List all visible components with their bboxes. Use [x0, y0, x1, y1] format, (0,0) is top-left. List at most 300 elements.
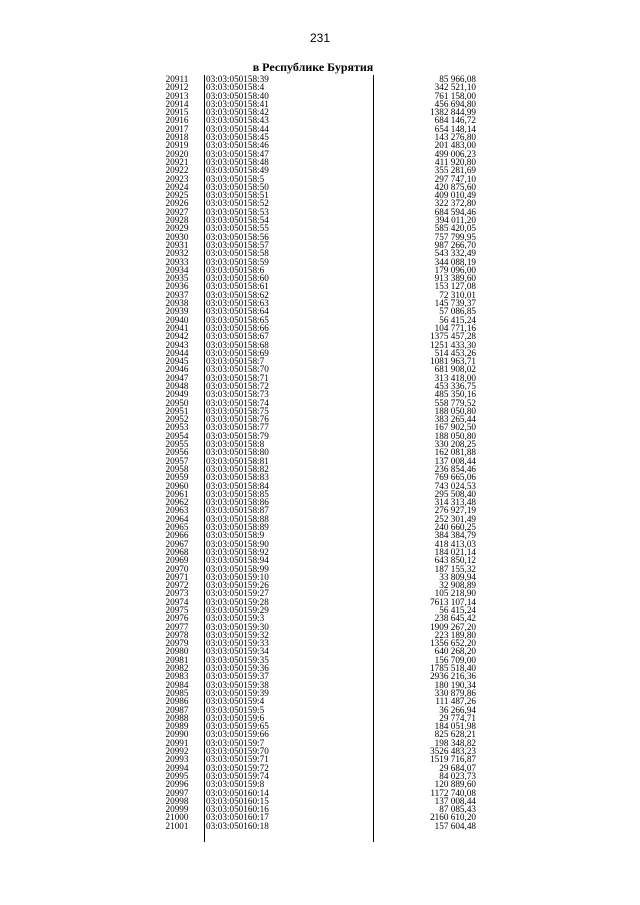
cadastral-value: 640 268,20	[434, 647, 476, 656]
cadastral-value: 330 208,25	[434, 440, 476, 449]
cadastral-value: 420 875,60	[434, 182, 476, 192]
table-row	[150, 133, 476, 141]
row-number: 20988	[165, 713, 189, 723]
cadastral-value: 757 799,95	[434, 232, 476, 241]
row-number: 20996	[165, 780, 189, 789]
cadastral-number: 03:03:050158:76	[206, 415, 269, 424]
cadastral-value: 179 096,00	[434, 265, 476, 275]
cadastral-number: 03:03:050158:41	[206, 99, 269, 109]
table-row	[150, 233, 476, 241]
cadastral-number: 03:03:050158:90	[206, 539, 269, 548]
cadastral-value: 585 420,05	[434, 224, 476, 233]
table-row	[150, 374, 476, 382]
cadastral-number: 03:03:050158:5	[206, 174, 265, 183]
cadastral-number: 03:03:050158:54	[206, 216, 269, 225]
cadastral-value: 987 266,70	[434, 240, 476, 250]
cadastral-value: 104 771,16	[434, 323, 476, 333]
cadastral-number: 03:03:050160:18	[206, 821, 269, 831]
cadastral-value: 394 011,20	[434, 216, 476, 225]
row-number: 20991	[165, 738, 189, 748]
row-number: 20915	[165, 108, 189, 117]
row-number: 20944	[165, 348, 189, 358]
cadastral-number: 03:03:050160:14	[206, 788, 269, 797]
cadastral-value: 1519 716,87	[430, 755, 476, 764]
cadastral-value: 1356 652,20	[430, 639, 476, 648]
row-number: 20981	[165, 655, 189, 665]
table-row	[150, 316, 476, 324]
row-number: 20968	[165, 547, 189, 557]
cadastral-number: 03:03:050160:17	[206, 813, 269, 822]
column-divider-right	[373, 75, 374, 842]
row-number: 20945	[165, 357, 189, 366]
table-row	[150, 291, 476, 299]
cadastral-value: 84 023,73	[439, 771, 476, 781]
cadastral-value: 120 889,60	[434, 780, 476, 789]
cadastral-value: 514 453,26	[434, 348, 476, 358]
cadastral-value: 1375 457,28	[430, 332, 476, 341]
cadastral-number: 03:03:050160:15	[206, 796, 269, 806]
table-row	[150, 647, 476, 655]
table-row	[150, 598, 476, 606]
cadastral-number: 03:03:050158:73	[206, 390, 269, 399]
table-row	[150, 681, 476, 689]
cadastral-value: 56 415,24	[439, 606, 476, 615]
row-number: 20964	[165, 514, 189, 524]
cadastral-value: 72 310,01	[439, 290, 476, 300]
cadastral-value: 252 301,49	[434, 514, 476, 524]
table-row	[150, 672, 476, 680]
cadastral-number: 03:03:050158:72	[206, 381, 269, 391]
row-number: 20942	[165, 332, 189, 341]
cadastral-number: 03:03:050158:74	[206, 398, 269, 407]
row-number: 20911	[165, 75, 189, 84]
cadastral-number: 03:03:050160:16	[206, 805, 269, 814]
cadastral-number: 03:03:050159:34	[206, 647, 269, 656]
row-number: 20937	[165, 290, 189, 300]
table-row	[150, 208, 476, 216]
table-row	[150, 299, 476, 307]
table-row	[150, 523, 476, 531]
cadastral-value: 384 384,79	[434, 531, 476, 540]
cadastral-value: 2936 216,36	[430, 672, 476, 681]
cadastral-number: 03:03:050158:51	[206, 191, 269, 200]
row-number: 20914	[165, 99, 189, 109]
row-number: 20979	[165, 639, 189, 648]
cadastral-number: 03:03:050158:4	[206, 83, 265, 92]
row-number: 20922	[165, 166, 189, 175]
row-number: 20984	[165, 680, 189, 689]
cadastral-value: 411 920,80	[434, 157, 476, 167]
cadastral-value: 7613 107,14	[430, 597, 476, 606]
table-row	[150, 706, 476, 714]
row-number: 20959	[165, 473, 189, 482]
table-row	[150, 116, 476, 124]
row-number: 20975	[165, 606, 189, 615]
row-number: 20969	[165, 556, 189, 565]
table-row	[150, 440, 476, 448]
cadastral-number: 03:03:050159:66	[206, 730, 269, 739]
row-number: 20941	[165, 323, 189, 333]
table-row	[150, 191, 476, 199]
cadastral-value: 87 085,43	[439, 805, 476, 814]
cadastral-value: 1909 267,20	[430, 622, 476, 631]
cadastral-value: 355 281,69	[434, 166, 476, 175]
row-number: 20989	[165, 722, 189, 731]
row-number: 20929	[165, 224, 189, 233]
table-row	[150, 780, 476, 788]
row-number: 20926	[165, 199, 189, 208]
cadastral-value: 111 487,26	[435, 697, 476, 706]
table-row	[150, 432, 476, 440]
row-number: 20931	[165, 240, 189, 250]
table-row	[150, 755, 476, 763]
cadastral-number: 03:03:050159:35	[206, 655, 269, 665]
cadastral-number: 03:03:050158:6	[206, 265, 265, 275]
cadastral-number: 03:03:050158:70	[206, 365, 269, 374]
row-number: 20997	[165, 788, 189, 797]
cadastral-value: 322 372,80	[434, 199, 476, 208]
cadastral-number: 03:03:050158:9	[206, 531, 265, 540]
table-row	[150, 199, 476, 207]
cadastral-value: 184 021,14	[434, 547, 476, 557]
cadastral-number: 03:03:050159:26	[206, 581, 269, 590]
cadastral-number: 03:03:050158:52	[206, 199, 269, 208]
row-number: 20977	[165, 622, 189, 631]
table-row	[150, 150, 476, 158]
row-number: 20918	[165, 133, 189, 142]
table-row	[150, 183, 476, 191]
cadastral-number: 03:03:050158:77	[206, 423, 269, 432]
cadastral-number: 03:03:050159:38	[206, 680, 269, 689]
table-row	[150, 83, 476, 91]
cadastral-value: 643 850,12	[434, 556, 476, 565]
cadastral-value: 313 418,00	[434, 373, 476, 382]
cadastral-number: 03:03:050158:7	[206, 357, 265, 366]
cadastral-value: 157 604,48	[434, 821, 476, 831]
table-row	[150, 465, 476, 473]
table-row	[150, 175, 476, 183]
row-number: 20930	[165, 232, 189, 241]
row-number: 20993	[165, 755, 189, 764]
cadastral-value: 1251 433,30	[430, 340, 476, 349]
table-title: в Республике Бурятия	[252, 60, 374, 74]
cadastral-number: 03:03:050158:45	[206, 133, 269, 142]
cadastral-number: 03:03:050159:8	[206, 780, 265, 789]
cadastral-value: 1785 518,40	[430, 664, 476, 673]
table-row	[150, 390, 476, 398]
cadastral-value: 56 415,24	[439, 315, 476, 324]
table-row	[150, 631, 476, 639]
row-number: 20934	[165, 265, 189, 275]
cadastral-number: 03:03:050159:32	[206, 630, 269, 640]
table-row	[150, 573, 476, 581]
table-row	[150, 332, 476, 340]
cadastral-value: 105 218,90	[434, 589, 476, 598]
row-number: 20932	[165, 249, 189, 258]
cadastral-number: 03:03:050158:48	[206, 157, 269, 167]
row-number: 20954	[165, 431, 189, 441]
table-row	[150, 324, 476, 332]
row-number: 20994	[165, 763, 189, 772]
row-number: 20946	[165, 365, 189, 374]
cadastral-number: 03:03:050158:75	[206, 406, 269, 416]
row-number: 20956	[165, 448, 189, 457]
cadastral-number: 03:03:050159:71	[206, 755, 269, 764]
table-row	[150, 224, 476, 232]
table-row	[150, 75, 476, 83]
table-row	[150, 739, 476, 747]
cadastral-number: 03:03:050158:99	[206, 564, 269, 573]
row-number: 20982	[165, 664, 189, 673]
row-number: 20970	[165, 564, 189, 573]
row-number: 20999	[165, 805, 189, 814]
table-row	[150, 614, 476, 622]
cadastral-number: 03:03:050159:29	[206, 606, 269, 615]
row-number: 20923	[165, 174, 189, 183]
table-row	[150, 506, 476, 514]
cadastral-value: 223 189,80	[434, 630, 476, 640]
row-number: 20951	[165, 406, 189, 416]
row-number: 20962	[165, 498, 189, 507]
cadastral-number: 03:03:050158:53	[206, 207, 269, 217]
cadastral-number: 03:03:050158:92	[206, 547, 269, 557]
cadastral-number: 03:03:050158:62	[206, 290, 269, 300]
row-number: 20972	[165, 581, 189, 590]
row-number: 20963	[165, 506, 189, 515]
cadastral-number: 03:03:050158:67	[206, 332, 269, 341]
cadastral-number: 03:03:050158:66	[206, 323, 269, 333]
page-number: 231	[309, 31, 331, 45]
cadastral-value: 769 665,06	[434, 473, 476, 482]
table-row	[150, 639, 476, 647]
cadastral-value: 236 854,46	[434, 464, 476, 474]
cadastral-value: 156 709,00	[434, 655, 476, 665]
table-row	[150, 100, 476, 108]
row-number: 20943	[165, 340, 189, 349]
cadastral-value: 153 127,08	[434, 282, 476, 291]
row-number: 20987	[165, 705, 189, 714]
cadastral-value: 485 350,16	[434, 390, 476, 399]
table-row	[150, 448, 476, 456]
cadastral-number: 03:03:050158:68	[206, 340, 269, 349]
cadastral-number: 03:03:050158:8	[206, 440, 265, 449]
cadastral-value: 743 024,53	[434, 481, 476, 490]
cadastral-value: 761 158,00	[434, 91, 476, 100]
table-row	[150, 581, 476, 589]
data-table	[150, 75, 476, 830]
table-row	[150, 357, 476, 365]
table-row	[150, 747, 476, 755]
column-divider-left	[204, 75, 205, 842]
row-number: 20933	[165, 257, 189, 266]
cadastral-number: 03:03:050159:7	[206, 738, 265, 748]
row-number: 20921	[165, 157, 189, 167]
row-number: 20947	[165, 373, 189, 382]
cadastral-number: 03:03:050158:85	[206, 489, 269, 499]
table-row	[150, 730, 476, 738]
table-row	[150, 382, 476, 390]
row-number: 20920	[165, 149, 189, 158]
cadastral-value: 29 774,71	[439, 713, 476, 723]
cadastral-value: 684 594,46	[434, 207, 476, 217]
cadastral-value: 188 050,80	[434, 406, 476, 416]
cadastral-number: 03:03:050158:59	[206, 257, 269, 266]
row-number: 20983	[165, 672, 189, 681]
table-row	[150, 274, 476, 282]
table-row	[150, 565, 476, 573]
table-row	[150, 125, 476, 133]
table-row	[150, 399, 476, 407]
table-row	[150, 241, 476, 249]
cadastral-value: 201 483,00	[434, 141, 476, 150]
cadastral-value: 143 276,80	[434, 133, 476, 142]
table-row	[150, 498, 476, 506]
cadastral-number: 03:03:050158:61	[206, 282, 269, 291]
table-row	[150, 166, 476, 174]
cadastral-value: 57 086,85	[439, 307, 476, 316]
cadastral-value: 297 747,10	[434, 174, 476, 183]
table-row	[150, 789, 476, 797]
table-row	[150, 515, 476, 523]
cadastral-number: 03:03:050159:28	[206, 597, 269, 606]
row-number: 20957	[165, 456, 189, 465]
table-row	[150, 722, 476, 730]
cadastral-value: 240 660,25	[434, 523, 476, 532]
table-row	[150, 415, 476, 423]
cadastral-value: 295 508,40	[434, 489, 476, 499]
cadastral-number: 03:03:050158:82	[206, 464, 269, 474]
cadastral-value: 184 051,98	[434, 722, 476, 731]
row-number: 20978	[165, 630, 189, 640]
cadastral-number: 03:03:050158:83	[206, 473, 269, 482]
cadastral-number: 03:03:050159:5	[206, 705, 265, 714]
row-number: 20919	[165, 141, 189, 150]
cadastral-number: 03:03:050159:33	[206, 639, 269, 648]
cadastral-number: 03:03:050158:63	[206, 299, 269, 308]
row-number: 20958	[165, 464, 189, 474]
row-number: 20928	[165, 216, 189, 225]
cadastral-value: 913 389,60	[434, 274, 476, 283]
cadastral-number: 03:03:050158:94	[206, 556, 269, 565]
row-number: 20950	[165, 398, 189, 407]
row-number: 20992	[165, 747, 189, 756]
row-number: 20939	[165, 307, 189, 316]
row-number: 20927	[165, 207, 189, 217]
table-row	[150, 714, 476, 722]
cadastral-number: 03:03:050158:84	[206, 481, 269, 490]
table-row	[150, 772, 476, 780]
cadastral-value: 409 010,49	[434, 191, 476, 200]
table-row	[150, 249, 476, 257]
cadastral-number: 03:03:050158:42	[206, 108, 269, 117]
cadastral-value: 238 645,42	[434, 614, 476, 623]
cadastral-number: 03:03:050158:57	[206, 240, 269, 250]
table-row	[150, 805, 476, 813]
cadastral-value: 276 927,19	[434, 506, 476, 515]
table-row	[150, 423, 476, 431]
cadastral-number: 03:03:050158:69	[206, 348, 269, 358]
table-row	[150, 108, 476, 116]
table-row	[150, 531, 476, 539]
row-number: 20955	[165, 440, 189, 449]
row-number: 20965	[165, 523, 189, 532]
cadastral-number: 03:03:050158:65	[206, 315, 269, 324]
cadastral-value: 654 148,14	[434, 124, 476, 134]
table-row	[150, 457, 476, 465]
row-number: 20949	[165, 390, 189, 399]
row-number: 20935	[165, 274, 189, 283]
cadastral-number: 03:03:050158:50	[206, 182, 269, 192]
table-row	[150, 92, 476, 100]
row-number: 20948	[165, 381, 189, 391]
row-number: 20960	[165, 481, 189, 490]
cadastral-value: 558 779,52	[434, 398, 476, 407]
cadastral-value: 187 155,32	[434, 564, 476, 573]
row-number: 21000	[165, 813, 189, 822]
row-number: 20980	[165, 647, 189, 656]
table-row	[150, 407, 476, 415]
cadastral-number: 03:03:050159:4	[206, 697, 265, 706]
cadastral-value: 167 902,50	[434, 423, 476, 432]
row-number: 20912	[165, 83, 189, 92]
cadastral-number: 03:03:050158:60	[206, 274, 269, 283]
row-number: 20967	[165, 539, 189, 548]
row-number: 20998	[165, 796, 189, 806]
row-number: 20940	[165, 315, 189, 324]
cadastral-value: 3526 483,23	[430, 747, 476, 756]
cadastral-value-table	[150, 75, 476, 830]
cadastral-value: 198 348,82	[434, 738, 476, 748]
cadastral-value: 456 694,80	[434, 99, 476, 109]
row-number: 20966	[165, 531, 189, 540]
table-row	[150, 540, 476, 548]
table-row	[150, 158, 476, 166]
table-row	[150, 548, 476, 556]
row-number: 20971	[165, 572, 189, 582]
cadastral-number: 03:03:050158:71	[206, 373, 269, 382]
table-row	[150, 490, 476, 498]
cadastral-number: 03:03:050158:47	[206, 149, 269, 158]
table-body	[150, 75, 476, 830]
row-number: 20986	[165, 697, 189, 706]
row-number: 20985	[165, 688, 189, 698]
cadastral-number: 03:03:050159:39	[206, 688, 269, 698]
cadastral-number: 03:03:050159:36	[206, 664, 269, 673]
cadastral-value: 342 521,10	[434, 83, 476, 92]
row-number: 20974	[165, 597, 189, 606]
row-number: 20990	[165, 730, 189, 739]
row-number: 20925	[165, 191, 189, 200]
cadastral-value: 137 008,44	[434, 456, 476, 465]
cadastral-number: 03:03:050158:44	[206, 124, 269, 134]
table-row	[150, 349, 476, 357]
cadastral-number: 03:03:050158:87	[206, 506, 269, 515]
cadastral-value: 2160 610,20	[430, 813, 476, 822]
table-row	[150, 266, 476, 274]
cadastral-number: 03:03:050158:80	[206, 448, 269, 457]
table-row	[150, 697, 476, 705]
table-row	[150, 473, 476, 481]
cadastral-value: 180 190,34	[434, 680, 476, 689]
row-number: 20953	[165, 423, 189, 432]
cadastral-value: 314 313,48	[434, 498, 476, 507]
cadastral-value: 499 006,23	[434, 149, 476, 158]
row-number: 20936	[165, 282, 189, 291]
cadastral-value: 681 908,02	[434, 365, 476, 374]
cadastral-value: 137 008,44	[434, 796, 476, 806]
cadastral-value: 145 739,37	[434, 299, 476, 308]
table-row	[150, 141, 476, 149]
